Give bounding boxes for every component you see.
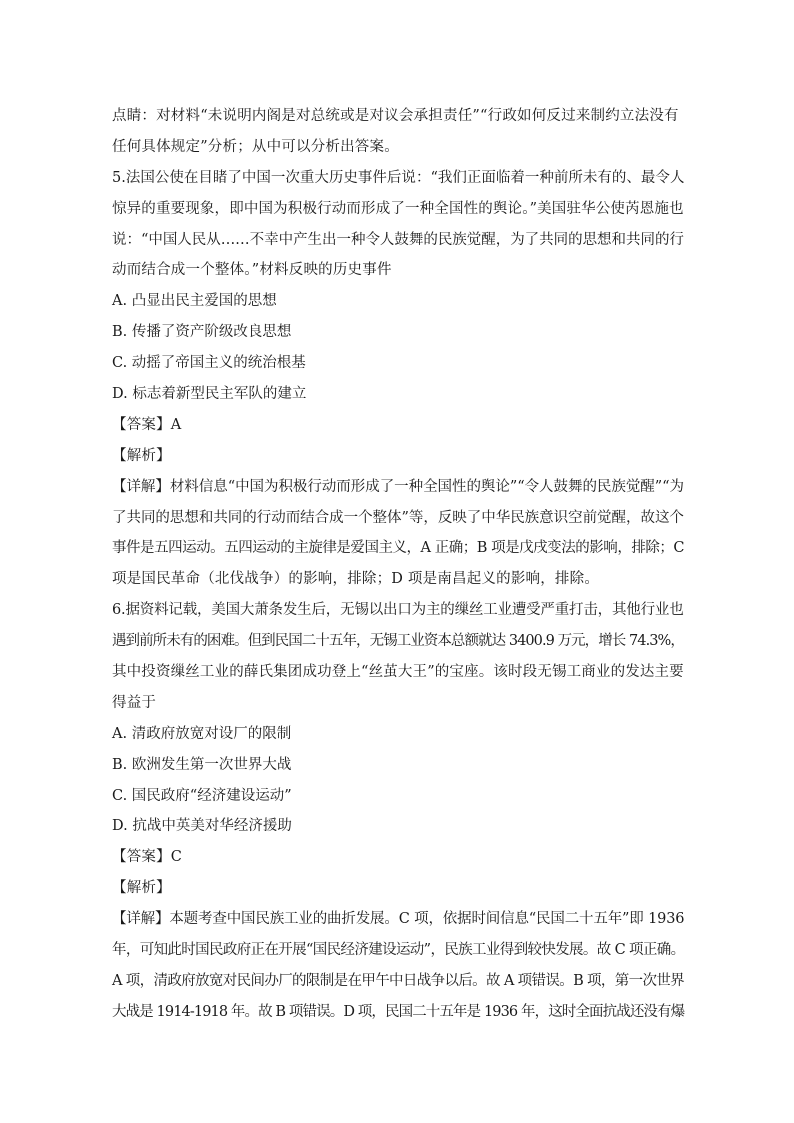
question-6-stem: 6.据资料记载，美国大萧条发生后，无锡以出口为主的缫丝工业遭受严重打击，其他行业也	[112, 602, 684, 619]
option-c: C. 国民政府“经济建设运动”	[112, 787, 292, 804]
text-line: 项是国民革命（北伐战争）的影响，排除；D 项是南昌起义的影响，排除。	[112, 571, 600, 588]
text-line: 点睛：对材料“未说明内阁是对总统或是对议会承担责任”“行政如何反过来制约立法没有	[112, 108, 679, 124]
detail-text: 【详解】材料信息“中国为积极行动而形成了一种全国性的舆论”“令人鼓舞的民族觉醒”“为	[112, 478, 684, 495]
option-c: C. 动摇了帝国主义的统治根基	[112, 355, 306, 372]
option-b: B. 传播了资产阶级改良思想	[112, 324, 292, 341]
option-d: D. 标志着新型民主军队的建立	[112, 386, 307, 403]
detail-text: 【详解】本题考查中国民族工业的曲折发展。C 项，依据时间信息“民国二十五年”即 1936	[112, 911, 685, 928]
text-line: 说：“中国人民从……不幸中产生出一种令人鼓舞的民族觉醒，为了共同的思想和共同的行	[112, 231, 684, 248]
text-line: 遇到前所未有的困难。但到民国二十五年，无锡工业资本总额就达 3400.9 万元，增长 74.3%，	[112, 633, 684, 650]
text-line: 了共同的思想和共同的行动而结合成一个整体”等，反映了中华民族意识空前觉醒，故这个	[112, 509, 684, 526]
analysis-label: 【解析】	[112, 447, 171, 464]
option-a: A. 凸显出民主爱国的思想	[112, 293, 277, 310]
option-d: D. 抗战中英美对华经济援助	[112, 818, 292, 835]
question-5-stem: 5.法国公使在目睹了中国一次重大历史事件后说：“我们正面临着一种前所未有的、最令人	[112, 169, 685, 186]
text-line: 事件是五四运动。五四运动的主旋律是爱国主义，A 正确；B 项是戊戌变法的影响，排除；C	[112, 540, 685, 557]
text-line: A 项，清政府放宽对民间办厂的限制是在甲午中日战争以后。故 A 项错误。B 项，第一次世界	[112, 972, 685, 989]
answer-label: 【答案】A	[112, 416, 182, 433]
text-line: 得益于	[112, 694, 157, 711]
answer-label: 【答案】C	[112, 849, 183, 866]
text-line: 大战是 1914-1918 年。故 B 项错误。D 项，民国二十五年是 1936 年，这时全面抗战还没有爆	[112, 1003, 685, 1020]
text-line: 任何具体规定”分析；从中可以分析出答案。	[112, 138, 399, 155]
text-line: 年，可知此时国民政府正在开展“国民经济建设运动”，民族工业得到较快发展。故 C 项正确。	[112, 942, 685, 959]
text-line: 惊异的重要现象，即中国为积极行动而形成了一种全国性的舆论。”美国驻华公使芮恩施也	[112, 200, 684, 217]
text-line: 动而结合成一个整体。”材料反映的历史事件	[112, 262, 392, 279]
analysis-label: 【解析】	[112, 880, 171, 897]
document-page	[112, 101, 684, 1028]
option-a: A. 清政府放宽对设厂的限制	[112, 725, 292, 742]
text-line: 其中投资缫丝工业的薛氏集团成功登上“丝茧大王”的宝座。该时段无锡工商业的发达主要	[112, 664, 684, 681]
option-b: B. 欧洲发生第一次世界大战	[112, 756, 292, 773]
